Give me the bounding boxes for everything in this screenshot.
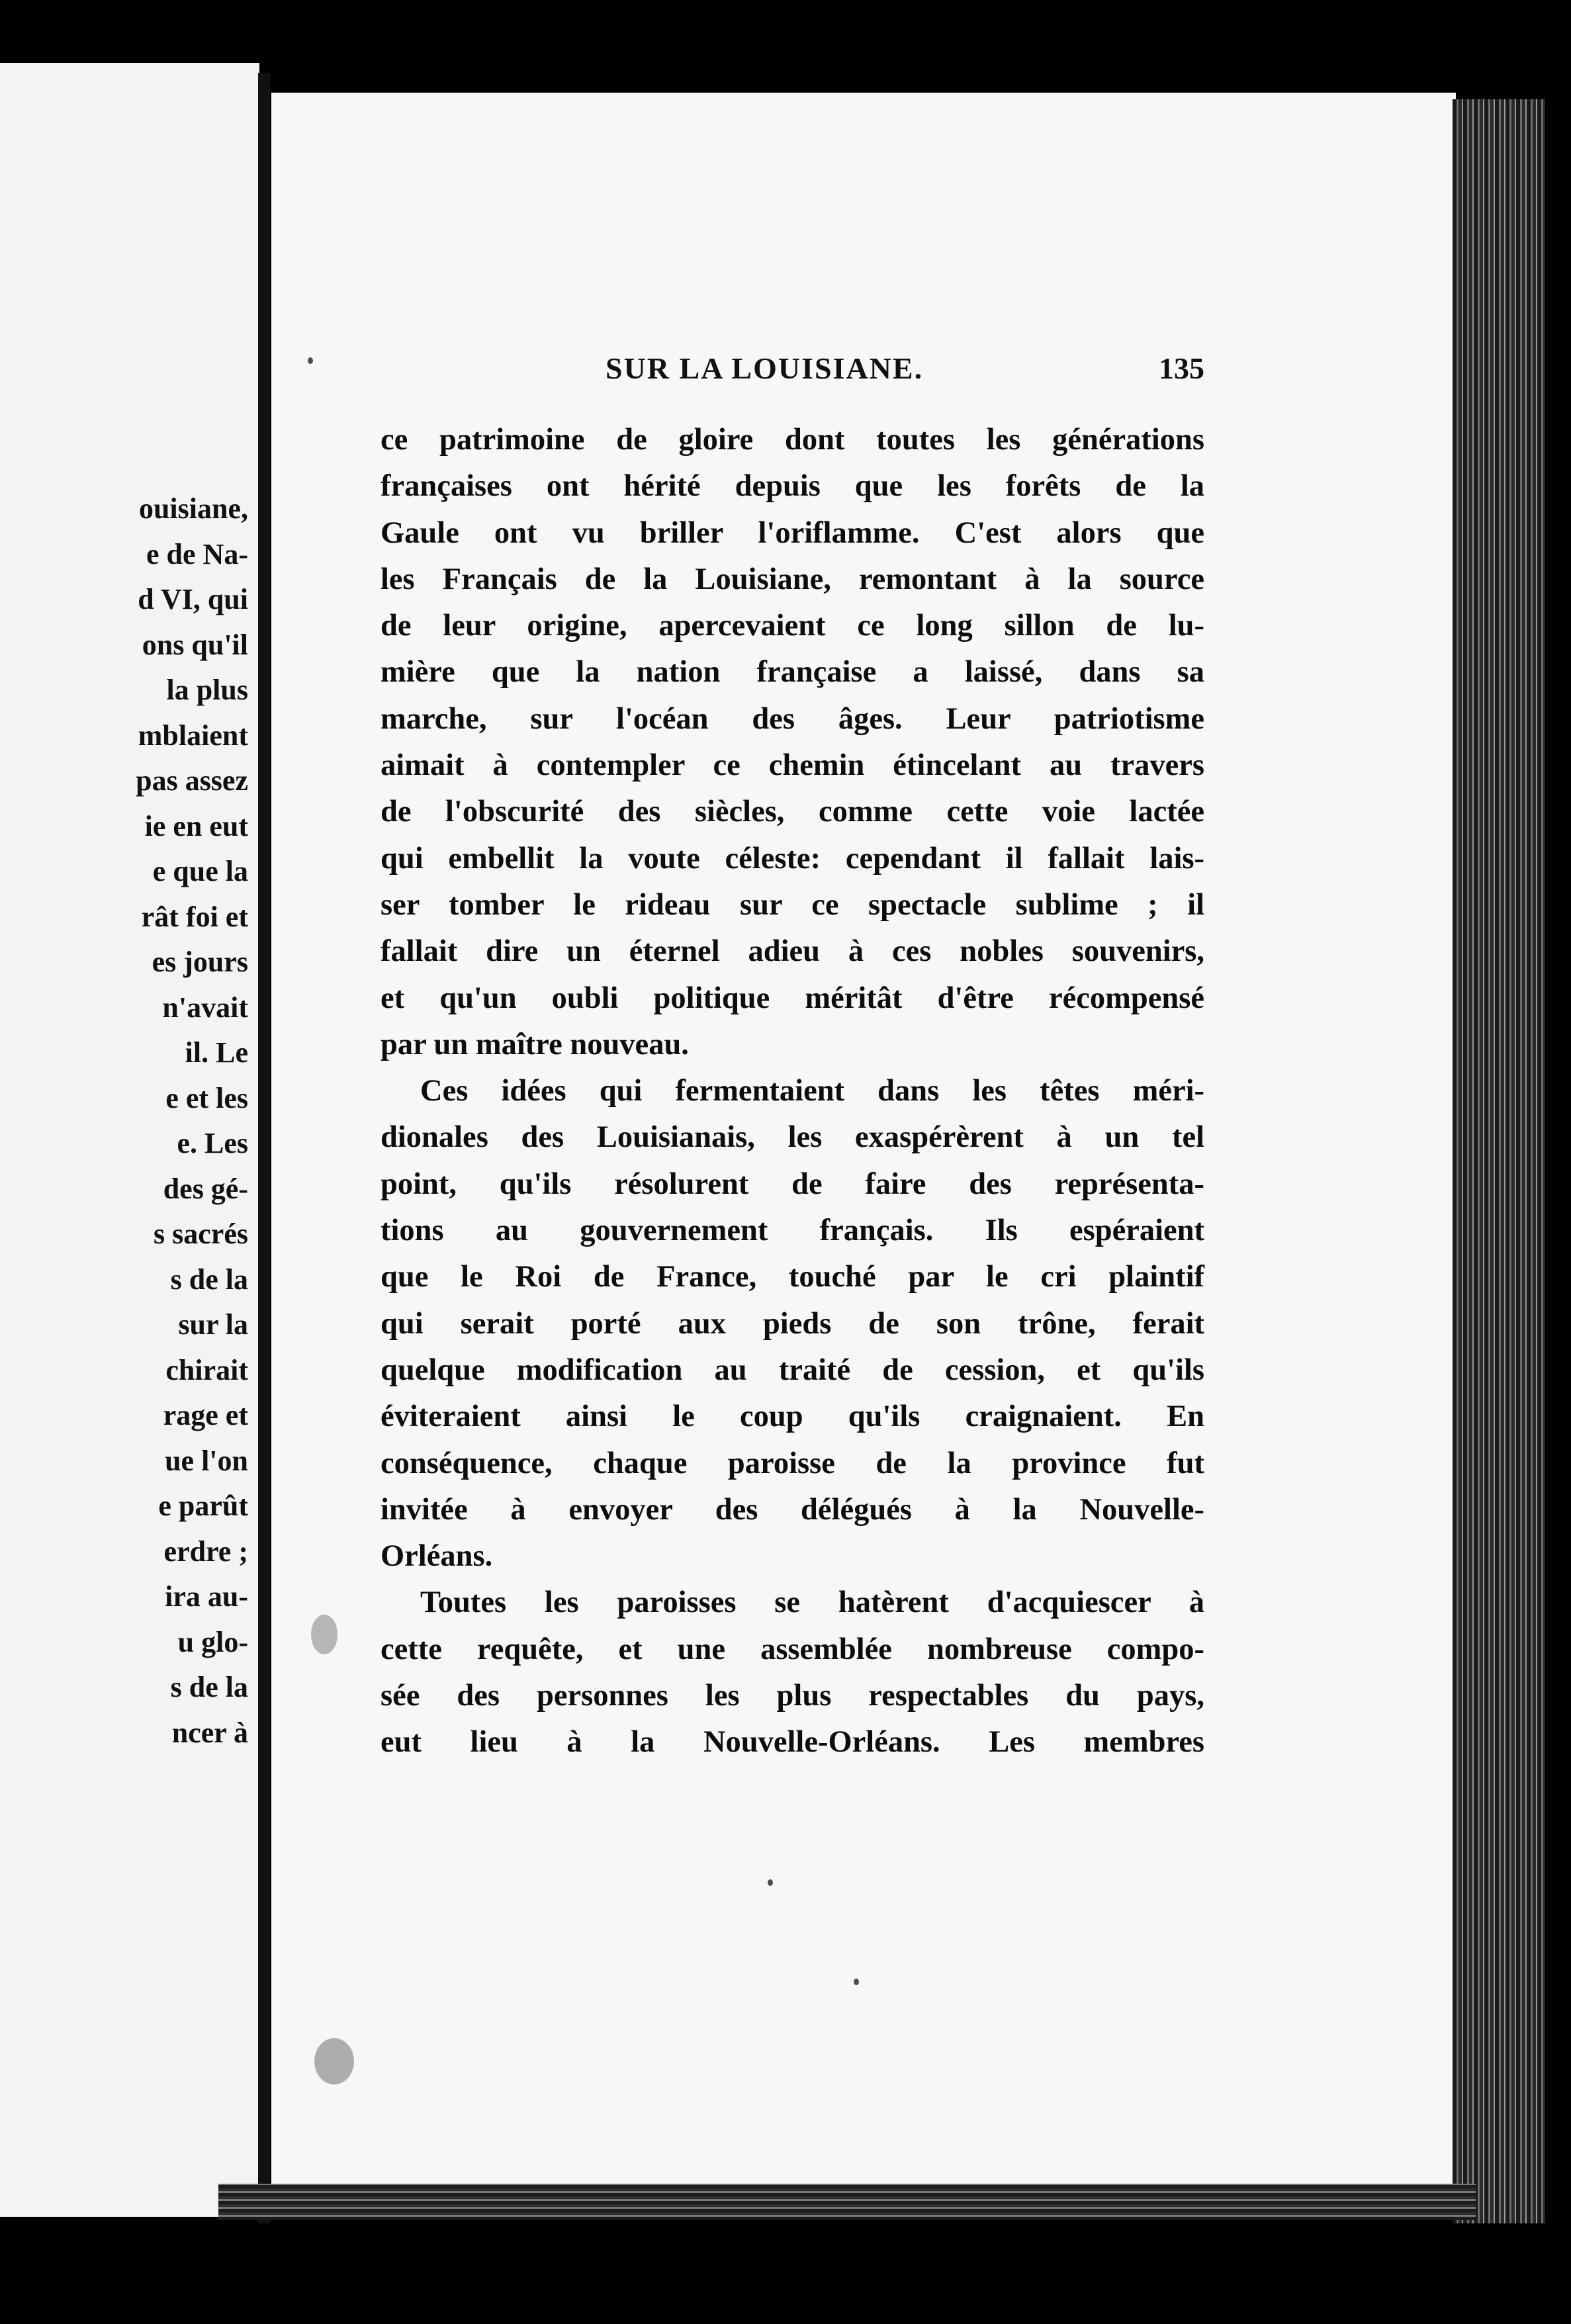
text-line: ce patrimoine de gloire dont toutes les générations [381, 423, 1204, 457]
text-line: fallait dire un éternel adieu à ces nobles souvenirs, [381, 934, 1204, 969]
left-page-line: des gé- [163, 1172, 248, 1205]
left-page-line: ons qu'il [142, 628, 248, 661]
left-page-line: mblaient [138, 719, 248, 752]
left-page-line: il. Le [185, 1036, 248, 1069]
text-line: sée des personnes les plus respectables du pays, [381, 1679, 1204, 1713]
text-line: ser tomber le rideau sur ce spectacle sublime ; il [381, 887, 1204, 922]
text-line: qui embellit la voute céleste: cependant il fallait lais- [381, 841, 1204, 875]
text-line: tions au gouvernement français. Ils espéraient [381, 1214, 1204, 1248]
left-page-line: d VI, qui [138, 583, 248, 615]
left-page-line: ouisiane, [138, 492, 248, 525]
text-line: Orléans. [381, 1539, 493, 1574]
text-line: éviteraient ainsi le coup qu'ils craignaient. En [381, 1400, 1204, 1434]
text-line: françaises ont hérité depuis que les forêts de la [381, 469, 1204, 504]
text-line: dionales des Louisianais, les exaspérèrent à un tel [381, 1120, 1204, 1155]
book-gutter [258, 73, 270, 2223]
left-page-line: e de Na- [146, 537, 248, 570]
left-page-line: es jours [152, 946, 248, 978]
left-page-line: chirait [165, 1353, 248, 1386]
text-line: aimait à contempler ce chemin étincelant au travers [381, 748, 1204, 783]
text-line: cette requête, et une assemblée nombreuse compo- [381, 1632, 1204, 1666]
page-number: 135 [1159, 351, 1204, 385]
running-head-title: SUR LA LOUISIANE. [606, 351, 924, 385]
text-line: que le Roi de France, touché par le cri plaintif [381, 1260, 1204, 1294]
text-line: quelque modification au traité de cession, et qu'ils [381, 1353, 1204, 1387]
left-page-line: u glo- [177, 1625, 248, 1658]
running-head [381, 351, 1204, 398]
text-line: conséquence, chaque paroisse de la province fut [381, 1446, 1204, 1480]
scan-speck [314, 2038, 354, 2084]
paragraph [381, 1068, 1204, 1580]
left-page [0, 63, 259, 2217]
scan-speck [768, 1879, 773, 1886]
page-edges-stack [1453, 99, 1545, 2223]
left-page-line: s de la [170, 1263, 248, 1296]
text-line: et qu'un oubli politique méritât d'être récompensé [381, 981, 1204, 1015]
left-page-line: e et les [165, 1081, 248, 1114]
left-page-line: n'avait [162, 991, 248, 1024]
left-page-line: ue l'on [165, 1444, 248, 1477]
right-page-body [381, 417, 1204, 1766]
left-page-text-fragments [0, 486, 248, 1756]
scan-speck [308, 357, 313, 364]
text-line: eut lieu à la Nouvelle-Orléans. Les membres [381, 1725, 1204, 1760]
left-page-line: e parût [158, 1490, 248, 1522]
left-page-line: s de la [170, 1671, 248, 1703]
paragraph [381, 1580, 1204, 1765]
left-page-line: pas assez [136, 764, 248, 797]
left-page-line: la plus [166, 674, 248, 706]
text-line: marche, sur l'océan des âges. Leur patriotisme [381, 701, 1204, 736]
text-line: point, qu'ils résolurent de faire des représenta- [381, 1167, 1204, 1201]
bottom-page-edges [218, 2184, 1476, 2220]
text-line: invitée à envoyer des délégués à la Nouvelle- [381, 1492, 1204, 1527]
text-line: de l'obscurité des siècles, comme cette voie lactée [381, 795, 1204, 829]
text-line: Gaule ont vu briller l'oriflamme. C'est alors que [381, 515, 1204, 550]
left-page-line: e que la [152, 855, 248, 887]
text-line: mière que la nation française a laissé, dans sa [381, 655, 1204, 690]
text-line: qui serait porté aux pieds de son trône, ferait [381, 1306, 1204, 1341]
text-line: Toutes les paroisses se hatèrent d'acquiescer à [420, 1586, 1204, 1620]
left-page-line: ira au- [165, 1580, 248, 1613]
scan-speck [854, 1979, 859, 1985]
left-page-line: rage et [163, 1399, 248, 1431]
left-page-line: s sacrés [154, 1218, 248, 1250]
paragraph [381, 417, 1204, 1068]
left-page-line: ncer à [171, 1716, 248, 1749]
text-line: les Français de la Louisiane, remontant à la source [381, 562, 1204, 596]
scan-speck [311, 1615, 337, 1654]
left-page-line: sur la [178, 1308, 248, 1341]
left-page-line: rât foi et [141, 900, 248, 933]
left-page-line: e. Les [177, 1127, 248, 1159]
text-line: Ces idées qui fermentaient dans les têtes méri- [420, 1074, 1204, 1108]
left-page-line: ie en eut [144, 809, 248, 842]
left-page-line: erdre ; [163, 1535, 248, 1568]
text-line: de leur origine, apercevaient ce long sillon de lu- [381, 609, 1204, 643]
text-line: par un maître nouveau. [381, 1027, 689, 1061]
